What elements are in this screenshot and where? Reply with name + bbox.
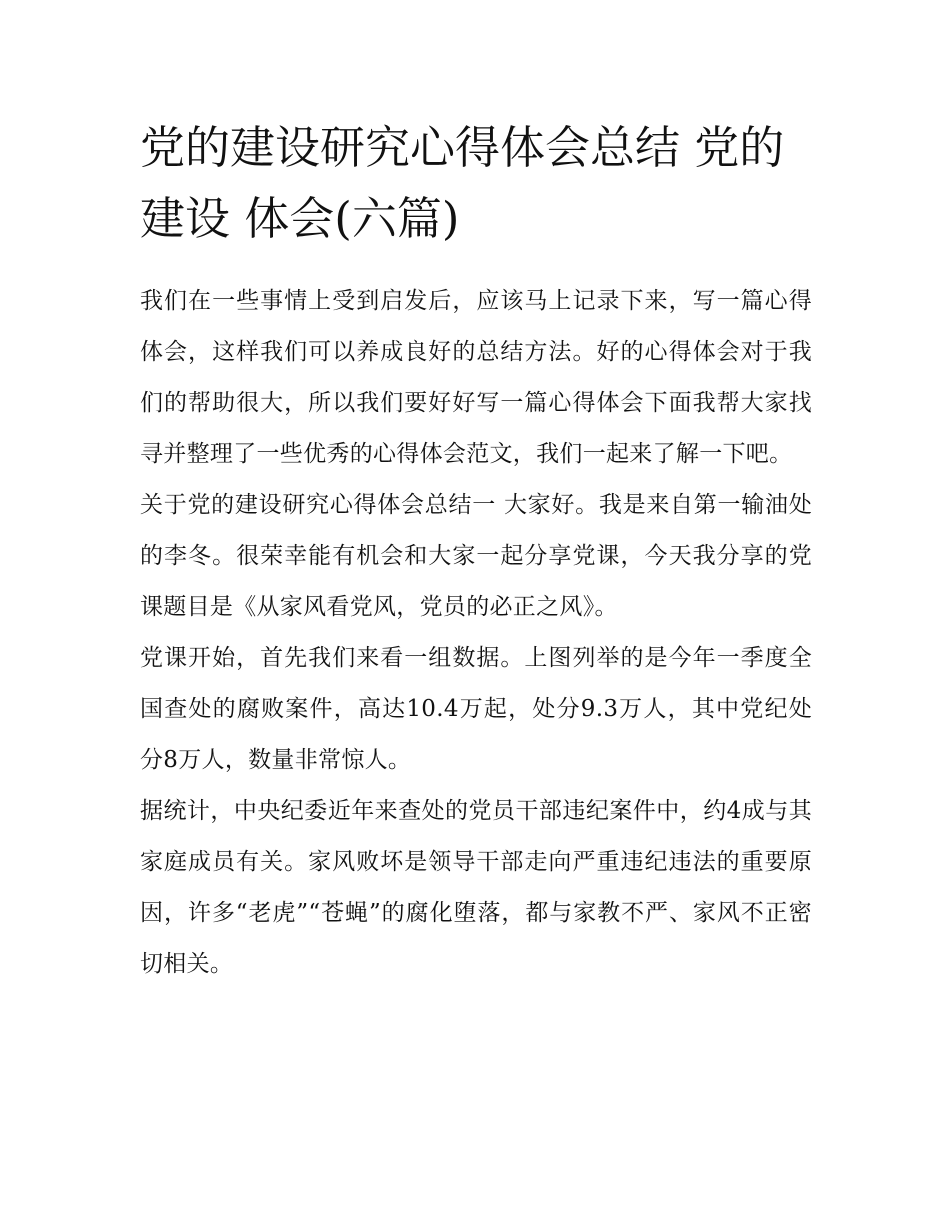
paragraph-intro: 我们在一些事情上受到启发后，应该马上记录下来，写一篇心得体会，这样我们可以养成良好的总结方法。好的心得体会对于我们的帮助很大，所以我们要好好写一篇心得体会下面我帮大家找寻并整理了一些优秀的心得体会范文，我们一起来了解一下吧。	[140, 288, 812, 467]
document-title: 党的建设研究心得体会总结 党的建设 体会(六篇)	[140, 121, 785, 245]
paragraph-greeting: 关于党的建设研究心得体会总结一 大家好。我是来自第一输油处的李冬。很荣幸能有机会和大家一起分享党课，今天我分享的党课题目是《从家风看党风，党员的必正之风》。	[140, 492, 812, 620]
paragraph-statistics: 党课开始，首先我们来看一组数据。上图列举的是今年一季度全国查处的腐败案件，高达10.4万起，处分9.3万人，其中党纪处分8万人，数量非常惊人。	[140, 645, 812, 773]
paragraph-family-style: 据统计，中央纪委近年来查处的党员干部违纪案件中，约4成与其家庭成员有关。家风败坏是领导干部走向严重违纪违法的重要原因，许多“老虎”“苍蝇”的腐化堕落，都与家教不严、家风不正密切相关。	[140, 798, 812, 977]
document-body	[140, 276, 812, 990]
document-page	[140, 112, 812, 990]
